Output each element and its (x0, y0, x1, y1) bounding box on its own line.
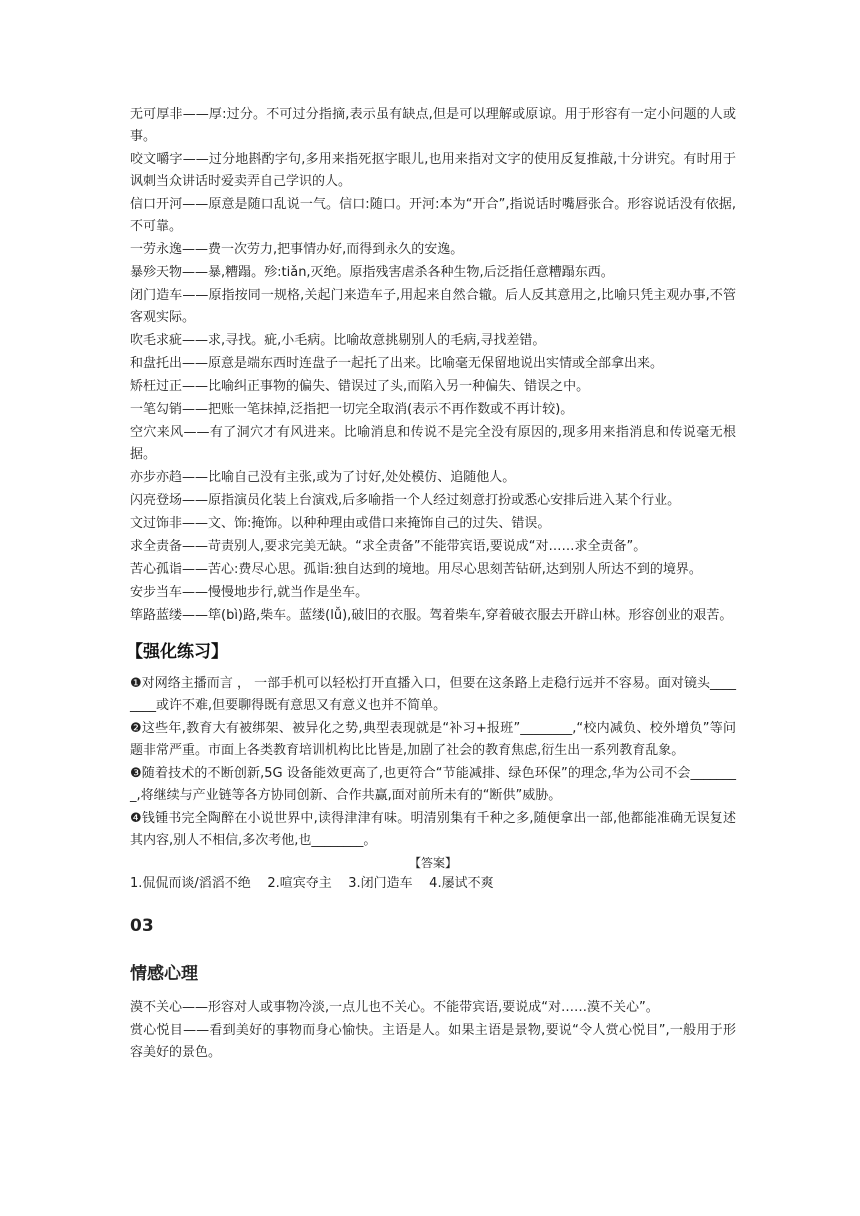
idiom-entry: 一笔勾销——把账一笔抹掉,泛指把一切完全取消(表示不再作数或不再计较)。 (130, 402, 574, 417)
idiom-entry: 苦心孤诣——苦心:费尽心思。孤诣:独自达到的境地。用尽心思刻苦钻研,达到别人所达不到的境界。 (130, 562, 702, 577)
idiom-entry: 一劳永逸——费一次劳力,把事情办好,而得到永久的安逸。 (130, 242, 464, 257)
idiom-entry: 和盘托出——原意是端东西时连盘子一起托了出来。比喻毫无保留地说出实情或全部拿出来。 (130, 356, 664, 371)
idiom-entry: 赏心悦目——看到美好的事物而身心愉快。主语是人。如果主语是景物,要说“令人赏心悦目”,一般用于形容美好的景色。 (130, 1023, 736, 1060)
idiom-entry: 咬文嚼字——过分地斟酌字句,多用来指死抠字眼儿,也用来指对文字的使用反复推敲,十分讲究。有时用于讽刺当众讲话时爱卖弄自己学识的人。 (130, 152, 736, 189)
exercise-item: ❶对网络主播而言 ， 一部手机可以轻松打开直播入口，但要在这条路上走稳行远并不容易。面对镜头________或许不难,但要聊得既有意思又有意义也并不简单。 (130, 676, 736, 713)
idiom-list (130, 104, 736, 627)
section-number: 03 (130, 916, 154, 936)
idiom-entry: 闪亮登场——原指演员化装上台演戏,后多喻指一个人经过刻意打扮或悉心安排后进入某个行业。 (130, 493, 681, 508)
idiom-entry: 信口开河——原意是随口乱说一气。信口:随口。开河:本为“开合”,指说话时嘴唇张合。形容说话没有依据,不可靠。 (130, 197, 736, 234)
idiom-entry: 空穴来风——有了洞穴才有风进来。比喻消息和传说不是完全没有原因的,现多用来指消息和传说毫无根据。 (130, 425, 736, 462)
exercise-item: ❹钱锺书完全陶醉在小说世界中,读得津津有味。明清别集有千种之多,随便拿出一部,他都能准确无误复述其内容,别人不相信,多次考他,也________。 (130, 811, 736, 848)
idiom-entry: 漠不关心——形容对人或事物冷淡,一点儿也不关心。不能带宾语,要说成“对……漠不关心”。 (130, 1000, 659, 1015)
document-body (126, 104, 736, 1065)
idiom-entry: 矫枉过正——比喻纠正事物的偏失、错误过了头,而陷入另一种偏失、错误之中。 (130, 379, 590, 394)
practice-heading: 【强化练习】 (126, 642, 228, 662)
exercise-item: ❸随着技术的不断创新,5G 设备能效更高了,也更符合“节能减排、绿色环保”的理念,华为公司不会________,将继续与产业链等各方协同创新、合作共赢,面对前所未有的“断供”威胁。 (130, 766, 736, 803)
section-entries (130, 997, 736, 1064)
section-title: 情感心理 (130, 964, 198, 984)
answer-line: 1.侃侃而谈/滔滔不绝 2.喧宾夺主 3.闭门造车 4.屡试不爽 (130, 876, 494, 891)
idiom-entry: 文过饰非——文、饰:掩饰。以种种理由或借口来掩饰自己的过失、错误。 (130, 516, 551, 531)
idiom-entry: 求全责备——苛责别人,要求完美无缺。“求全责备”不能带宾语,要说成“对……求全责备”。 (130, 539, 647, 554)
idiom-entry: 吹毛求疵——求,寻找。疵,小毛病。比喻故意挑剔别人的毛病,寻找差错。 (130, 333, 546, 348)
idiom-entry: 安步当车——慢慢地步行,就当作是坐车。 (130, 585, 369, 600)
idiom-entry: 筚路蓝缕——筚(bì)路,柴车。蓝缕(lǚ),破旧的衣服。驾着柴车,穿着破衣服去开辟山林。形容创业的艰苦。 (130, 608, 733, 623)
idiom-entry: 闭门造车——原指按同一规格,关起门来造车子,用起来自然合辙。后人反其意用之,比喻只凭主观办事,不管客观实际。 (130, 288, 736, 325)
idiom-entry: 亦步亦趋——比喻自己没有主张,或为了讨好,处处模仿、追随他人。 (130, 470, 516, 485)
practice-exercises (130, 673, 736, 852)
exercise-item: ❷这些年,教育大有被绑架、被异化之势,典型表现就是“补习+报班”________,“校内减负、校外增负”等问题非常严重。市面上各类教育培训机构比比皆是,加剧了社会的教育焦虑,衍生出一系列教育乱象。 (130, 721, 736, 758)
idiom-entry: 无可厚非——厚:过分。不可过分指摘,表示虽有缺点,但是可以理解或原谅。用于形容有一定小问题的人或事。 (130, 107, 736, 144)
answer-label: 【答案】 (408, 856, 457, 870)
idiom-entry: 暴殄天物——暴,糟蹋。殄:tiǎn,灭绝。原指残害虐杀各种生物,后泛指任意糟蹋东西。 (130, 265, 614, 280)
